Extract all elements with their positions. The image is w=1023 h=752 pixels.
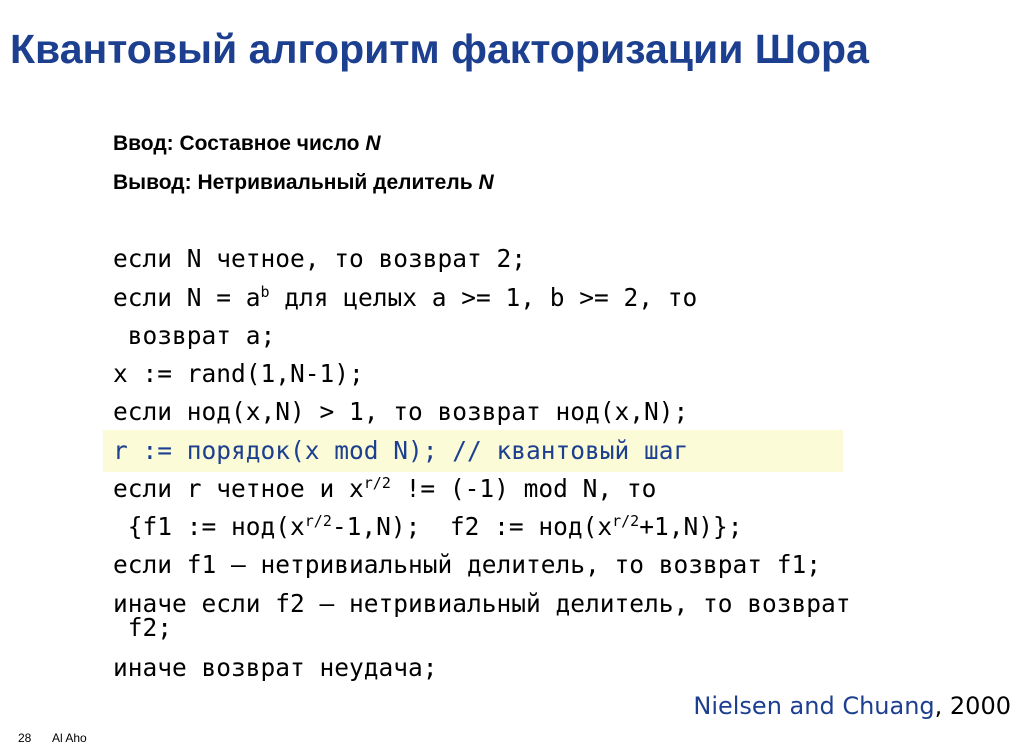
code-line-2 [113,283,697,313]
input-label: Ввод: Составное число [113,132,366,155]
code-line-6-quantum-step: r := порядок(x mod N); // квантовый шаг [113,436,689,465]
code-line-8 [113,512,742,542]
code-line-8-sup-2: r/2 [612,512,640,530]
code-line-9: если f1 – нетривиальный делитель, то возврат f1; [113,550,822,579]
code-line-11: f2; [113,613,173,642]
code-line-7-b: != (-1) mod N, то [390,474,657,503]
code-line-8-c: +1,N)}; [639,512,743,541]
code-line-2-b: для целых a >= 1, b >= 2, то [269,283,698,312]
code-line-10: иначе если f2 – нетривиальный делитель, то возврат [113,589,851,618]
footer-author: Al Aho [52,731,87,745]
output-line [113,171,494,195]
input-line [113,132,380,156]
code-line-5: если нод(x,N) > 1, то возврат нод(x,N); [113,397,689,426]
page-number: 28 [18,731,32,745]
code-line-7-a: если r четное и x [113,474,364,503]
output-variable: N [478,171,494,194]
citation [693,692,1011,720]
code-line-8-a: {f1 := нод(x [113,512,305,541]
code-line-3: возврат a; [113,321,276,350]
output-label: Вывод: Нетривиальный делитель [113,171,479,194]
slide-title: Квантовый алгоритм факторизации Шора [10,26,869,72]
code-line-2-a: если N = a [113,283,261,312]
code-line-8-sup-1: r/2 [304,512,332,530]
citation-authors: Nielsen and Chuang [693,692,935,720]
citation-year: , 2000 [934,692,1011,720]
code-line-7 [113,474,656,504]
code-line-8-b: -1,N); f2 := нод(x [331,512,613,541]
code-line-1: если N четное, то возврат 2; [113,244,527,273]
code-line-7-sup: r/2 [363,474,391,492]
code-line-12: иначе возврат неудача; [113,653,438,682]
code-line-2-sup: b [260,283,270,301]
input-variable: N [365,132,381,155]
code-line-4: x := rand(1,N-1); [113,359,364,388]
